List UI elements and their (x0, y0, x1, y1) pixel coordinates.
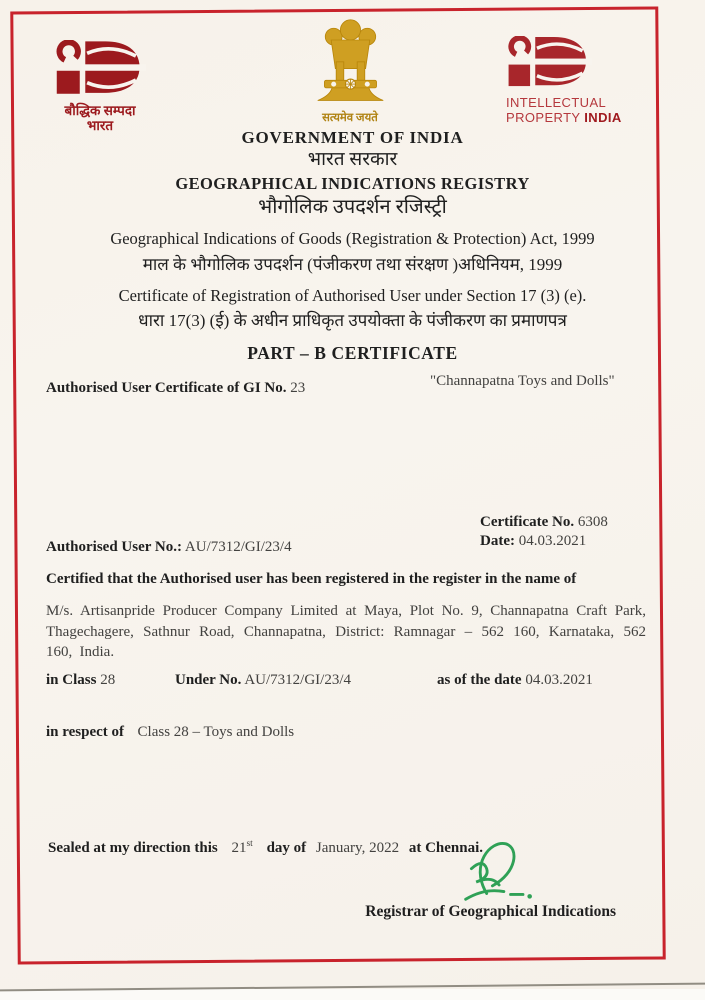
sealed-statement-row (48, 839, 483, 857)
right-logo-line2: PROPERTY INDIA (506, 109, 622, 125)
under-no-cell (175, 672, 351, 689)
certificate-number-value: 6308 (577, 514, 608, 530)
ip-india-logo-icon (506, 36, 592, 88)
signature-icon (458, 836, 544, 908)
government-of-india-title: GOVERNMENT OF INDIA (241, 128, 464, 147)
class-value: 28 (100, 672, 116, 688)
right-logo-line1: INTELLECTUAL (506, 95, 607, 110)
sealed-place: at Chennai. (408, 840, 484, 856)
right-logo-india: INDIA (584, 109, 622, 125)
sealed-date: January, 2022 (315, 840, 400, 856)
sealed-day: 21st (231, 839, 253, 856)
sealed-day-suffix: st (246, 839, 253, 849)
part-b-title: PART – B CERTIFICATE (247, 343, 458, 363)
sealed-day-of: day of (266, 840, 307, 856)
in-respect-of-row (46, 724, 294, 741)
act-title: Geographical Indications of Goods (Registration & Protection) Act, 1999 (110, 229, 595, 248)
authorised-user-label: Authorised User No.: (46, 539, 182, 555)
act-title-hindi: माल के भौगोलिक उपदर्शन (पंजीकरण तथा संरक्षण )अधिनियम, 1999 (142, 255, 563, 274)
certified-statement: Certified that the Authorised user has been registered in the register in the name of (46, 571, 577, 587)
certificate-number-row (480, 513, 608, 532)
as-of-date-label: as of the date (437, 672, 522, 688)
paper-bottom-edge (0, 989, 705, 1000)
gi-label: Authorised User Certificate of GI No. (46, 380, 287, 396)
sealed-prefix: Sealed at my direction this (48, 840, 218, 856)
national-emblem (308, 18, 392, 125)
ip-india-logo-right (506, 36, 656, 126)
gi-number: 23 (290, 380, 306, 396)
gi-number-row (46, 380, 305, 397)
registrar-signature (458, 836, 544, 913)
certificate-section-line-hindi: धारा 17(3) (ई) के अधीन प्राधिकृत उपयोक्ता के पंजीकरण का प्रमाणपत्र (138, 311, 567, 330)
under-no-label: Under No. (175, 672, 242, 688)
ip-india-logo-left (50, 40, 150, 134)
certificate-number-label: Certificate No. (480, 514, 575, 530)
ashoka-emblem-icon (308, 18, 392, 104)
class-label: in Class (46, 672, 97, 688)
under-no-value: AU/7312/GI/23/4 (244, 672, 352, 688)
certificate-date-value: 04.03.2021 (518, 533, 587, 549)
ip-india-logo-icon (54, 40, 146, 96)
government-of-india-title-hindi: भारत सरकार (307, 149, 398, 170)
in-respect-of-value: Class 28 – Toys and Dolls (137, 724, 295, 740)
registrar-title: Registrar of Geographical Indications (365, 903, 616, 920)
registrant-name-address: M/s. Artisanpride Producer Company Limited at Maya, Plot No. 9, Channapatna Craft Park, Thagechagere, Sathnur Road, Channapatna, District: Ramnagar – 562 160, Karnataka, 562 160, India. (46, 603, 646, 660)
certificate-section-line: Certificate of Registration of Authorised User under Section 17 (3) (e). (118, 286, 587, 305)
authorised-user-value: AU/7312/GI/23/4 (184, 539, 292, 555)
left-logo-caption-line1: बौद्धिक सम्पदा (64, 103, 136, 118)
certificate-date-row (480, 532, 608, 551)
gi-name: "Channapatna Toys and Dolls" (430, 373, 615, 389)
as-of-date-value: 04.03.2021 (525, 672, 593, 688)
certificate-date-label: Date: (480, 533, 515, 549)
as-of-date-cell (437, 672, 593, 689)
certificate-number-block (480, 513, 608, 551)
authorised-user-row (46, 539, 292, 556)
emblem-motto: सत्यमेव जयते (322, 112, 378, 124)
gi-registry-title-hindi: भौगोलिक उपदर्शन रजिस्ट्री (258, 196, 447, 218)
class-cell (46, 672, 115, 689)
left-logo-caption-line2: भारत (86, 117, 114, 133)
in-respect-of-label: in respect of (46, 724, 125, 740)
gi-registry-title: GEOGRAPHICAL INDICATIONS REGISTRY (175, 174, 530, 193)
